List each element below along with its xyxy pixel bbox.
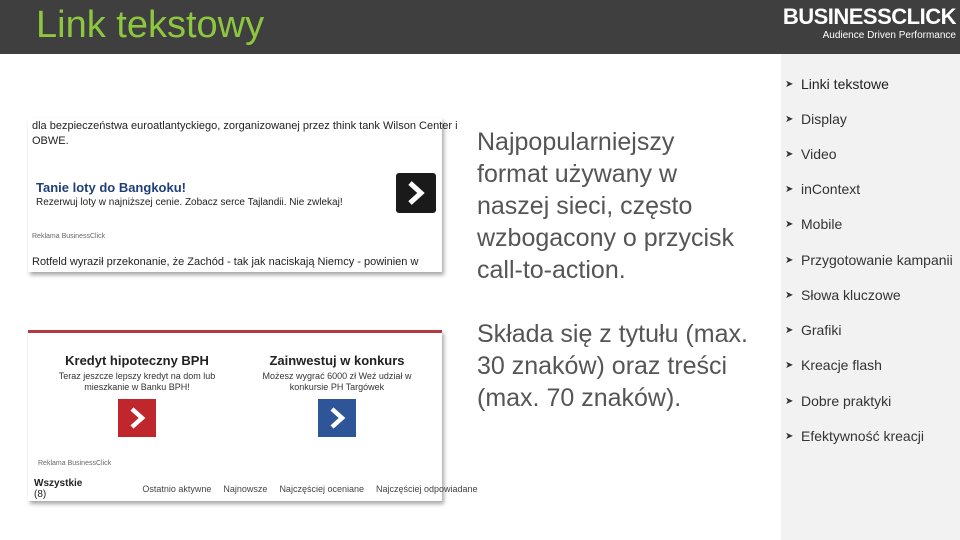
cta-arrow-button[interactable]: [318, 399, 356, 437]
sidebar-item-label: Display: [801, 111, 847, 127]
ad-body-text: Rezerwuj loty w najniższej cenie. Zobacz serce Tajlandii. Nie zwlekaj!: [36, 197, 343, 208]
sidebar-item-przygotowanie-kampanii[interactable]: [785, 250, 953, 270]
ad-title-link[interactable]: Tanie loty do Bangkoku!: [36, 180, 186, 195]
sidebar-nav: [781, 54, 960, 540]
slide-title: Link tekstowy: [36, 4, 265, 46]
ad-label: Reklama BusinessClick: [32, 233, 106, 240]
sidebar-item-label: Dobre praktyki: [801, 393, 892, 409]
description-line: naszej sieci, często: [477, 192, 693, 220]
chevron-right-icon: [405, 180, 427, 206]
ad-body-text: Możesz wygrać 6000 zł Weź udział w konkursie PH Targówek: [262, 371, 412, 392]
tab-most-rated[interactable]: Najczęściej oceniane: [279, 484, 364, 494]
ad-label: Reklama BusinessClick: [38, 460, 112, 467]
description-line: Składa się z tytułu (max.: [477, 320, 748, 348]
arrowhead-icon: ➤: [785, 148, 794, 160]
sidebar-item-video[interactable]: [785, 144, 837, 164]
description-line: Najpopularniejszy: [477, 128, 675, 156]
sidebar-item-label: Przygotowanie kampanii: [801, 252, 953, 268]
arrowhead-icon: ➤: [785, 324, 794, 336]
description-line: (max. 70 znaków).: [477, 384, 682, 412]
sidebar-item-slowa-kluczowe[interactable]: [785, 285, 901, 305]
tab-most-replied[interactable]: Najczęściej odpowiadane: [375, 484, 478, 494]
tab-recent-active[interactable]: Ostatnio aktywne: [142, 484, 212, 494]
article-text-line: OBWE.: [32, 135, 69, 147]
description-paragraph-2: [477, 318, 748, 414]
arrowhead-icon: ➤: [785, 289, 794, 301]
arrowhead-icon: ➤: [785, 218, 794, 230]
brand-tagline: Audience Driven Performance: [822, 30, 956, 41]
brand-name: BUSINESSCLICK: [782, 4, 956, 29]
sidebar-item-label: Słowa kluczowe: [801, 287, 901, 303]
ad-body-text: Teraz jeszcze lepszy kredyt na dom lub mieszkanie w Banku BPH!: [58, 371, 216, 392]
cta-arrow-button[interactable]: [118, 399, 156, 437]
top-bar: [0, 0, 960, 54]
arrowhead-icon: ➤: [785, 359, 794, 371]
sidebar-item-label: Efektywność kreacji: [801, 428, 924, 444]
sidebar-item-dobre-praktyki[interactable]: [785, 391, 891, 411]
comment-tabs: [34, 478, 478, 500]
sidebar-item-linki-tekstowe[interactable]: [785, 74, 889, 94]
example-screenshot-double-ad: [28, 330, 478, 501]
tab-all[interactable]: [34, 478, 82, 500]
sidebar-item-label: Grafiki: [801, 322, 842, 338]
description-paragraph-1: [477, 126, 734, 286]
sidebar-item-label: Kreacje flash: [801, 357, 882, 373]
sidebar-item-label: Linki tekstowe: [801, 76, 889, 92]
sidebar-item-label: inContext: [801, 181, 861, 197]
description-line: 30 znaków) oraz treści: [477, 352, 728, 380]
sidebar-item-display[interactable]: [785, 109, 847, 129]
arrowhead-icon: ➤: [785, 254, 794, 266]
sidebar-item-incontext[interactable]: [785, 179, 860, 199]
description-line: call-to-action.: [477, 256, 626, 284]
arrowhead-icon: ➤: [785, 430, 794, 442]
ad-title-link[interactable]: Kredyt hipoteczny BPH: [65, 353, 209, 368]
sidebar-item-grafiki[interactable]: [785, 320, 841, 340]
tab-all-count: (8): [34, 489, 47, 500]
chevron-right-icon: [127, 406, 147, 430]
sidebar-item-label: Video: [801, 146, 837, 162]
description-line: wzbogacony o przycisk: [477, 224, 735, 252]
sidebar-item-efektywnosc-kreacji[interactable]: [785, 426, 924, 446]
example-screenshot-single-ad: [28, 118, 458, 272]
ad-title-link[interactable]: Zainwestuj w konkurs: [269, 353, 405, 368]
brand-logo: [783, 6, 956, 43]
arrowhead-icon: ➤: [785, 183, 794, 195]
arrowhead-icon: ➤: [785, 113, 794, 125]
tab-all-label: Wszystkie: [34, 478, 83, 489]
chevron-right-icon: [327, 406, 347, 430]
sidebar-item-kreacje-flash[interactable]: [785, 355, 882, 375]
sidebar-item-label: Mobile: [801, 216, 843, 232]
description-line: format używany w: [477, 160, 678, 188]
sidebar-item-mobile[interactable]: [785, 214, 842, 234]
article-text-line: dla bezpieczeństwa euroatlantyckiego, zorganizowanej przez think tank Wilson Center i: [32, 120, 458, 132]
arrowhead-icon: ➤: [785, 395, 794, 407]
tab-newest[interactable]: Najnowsze: [223, 484, 268, 494]
cta-arrow-button[interactable]: [396, 173, 436, 213]
article-text-line: Rotfeld wyraził przekonanie, że Zachód - tak jak naciskają Niemcy - powinien w: [32, 256, 419, 268]
arrowhead-icon: ➤: [785, 78, 794, 90]
